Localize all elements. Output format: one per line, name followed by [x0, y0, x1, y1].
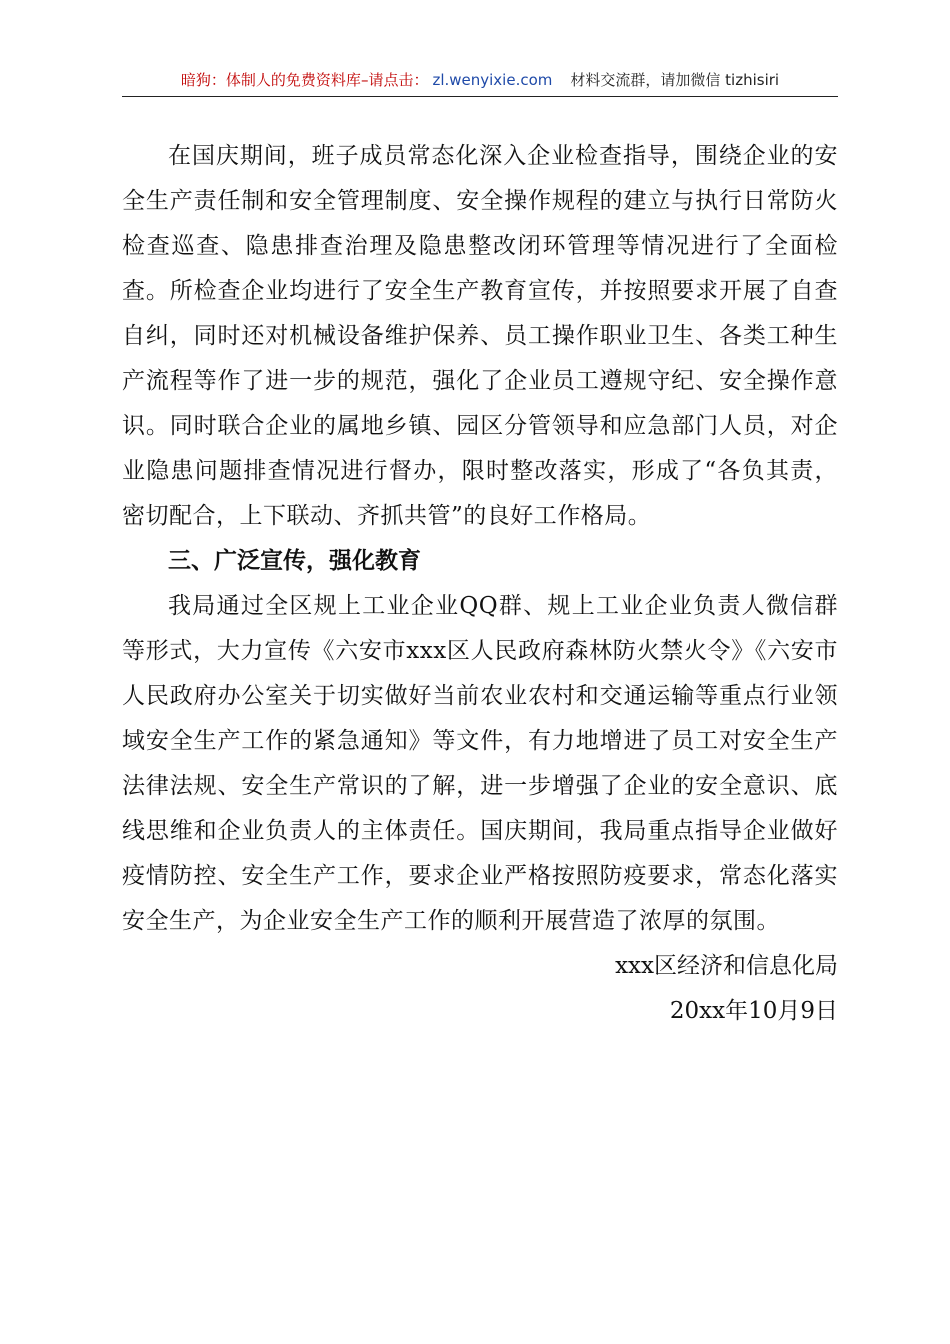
- page-header: [122, 70, 838, 97]
- paragraph-publicity: 我局通过全区规上工业企业QQ群、规上工业企业负责人微信群等形式，大力宣传《六安市xxx区人民政府森林防火禁火令》《六安市人民政府办公室关于切实做好当前农业农村和交通运输等重点行业领域安全生产工作的紧急通知》等文件，有力地增进了员工对安全生产法律法规、安全生产常识的了解，进一步增强了企业的安全意识、底线思维和企业负责人的主体责任。国庆期间，我局重点指导企业做好疫情防控、安全生产工作，要求企业严格按照防疫要求，常态化落实安全生产，为企业安全生产工作的顺利开展营造了浓厚的氛围。: [122, 593, 838, 934]
- section-heading-3: 三、广泛宣传，强化教育: [168, 548, 421, 574]
- header-contact: 材料交流群，请加微信 tizhisiri: [570, 71, 780, 89]
- signature-organization: xxx区经济和信息化局: [615, 953, 838, 979]
- paragraph-inspection: 在国庆期间，班子成员常态化深入企业检查指导，围绕企业的安全生产责任制和安全管理制度、安全操作规程的建立与执行日常防火检查巡查、隐患排查治理及隐患整改闭环管理等情况进行了全面检查。所检查企业均进行了安全生产教育宣传，并按照要求开展了自查自纠，同时还对机械设备维护保养、员工操作职业卫生、各类工种生产流程等作了进一步的规范，强化了企业员工遵规守纪、安全操作意识。同时联合企业的属地乡镇、园区分管领导和应急部门人员，对企业隐患问题排查情况进行督办，限时整改落实，形成了“各负其责，密切配合，上下联动、齐抓共管”的良好工作格局。: [122, 143, 838, 529]
- header-brand: 暗狗：体制人的免费资料库: [180, 71, 361, 89]
- signature-date: 20xx年10月9日: [669, 998, 838, 1024]
- document-body: [122, 134, 838, 1034]
- header-link[interactable]: zl.wenyixie.com: [432, 71, 553, 89]
- header-prompt: –请点击：: [360, 71, 429, 89]
